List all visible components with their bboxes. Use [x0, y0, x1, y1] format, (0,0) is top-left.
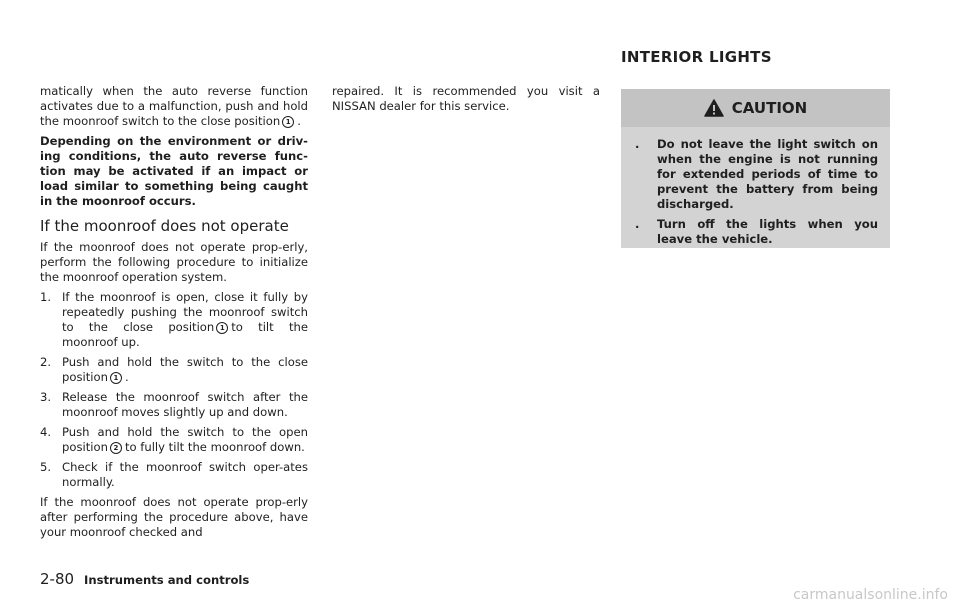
caution-box [621, 89, 890, 248]
paragraph-checked: If the moonroof does not operate prop-erly after performing the procedure above, have your moonroof checked and [40, 495, 308, 539]
page-footer [40, 570, 249, 588]
paragraph-repaired: repaired. It is recommended you visit a NISSAN dealer for this service. [332, 84, 600, 113]
watermark: carmanualsonline.info [793, 587, 948, 603]
footer-section-name: Instruments and controls [84, 573, 250, 587]
step-item: 5. Check if the moonroof switch oper-ates normally. [40, 460, 308, 489]
marker-1-icon: 1 [216, 322, 228, 334]
column-left [40, 84, 308, 545]
marker-1-icon: 1 [110, 372, 122, 384]
paragraph-warning: Depending on the environment or driv-ing conditions, the auto reverse func-tion may be activated if an impact or load similar to something being caught in the moonroof occurs. [40, 134, 308, 208]
step-item: 4. Push and hold the switch to the open position 2 to fully tilt the moonroof down. [40, 425, 308, 454]
step-item: 2. Push and hold the switch to the close position 1 . [40, 355, 308, 384]
paragraph-auto-reverse: matically when the auto reverse function activates due to a malfunction, push and hold the moonroof switch to the close position 1 . [40, 84, 308, 128]
paragraph-initialize: If the moonroof does not operate prop-erly, perform the following procedure to initialize the moonroof operation system. [40, 240, 308, 284]
steps-list [40, 290, 308, 490]
subheading-moonroof-not-operate: If the moonroof does not operate [40, 217, 289, 235]
caution-item: . Do not leave the light switch on when the engine is not running for extended periods of time to prevent the battery from being discharged. [635, 137, 878, 211]
caution-header [621, 89, 890, 127]
marker-2-icon: 2 [110, 442, 122, 454]
page-number: 2-80 [40, 570, 75, 588]
column-middle [332, 84, 600, 119]
step-item: 1. If the moonroof is open, close it fully by repeatedly pushing the moonroof switch to the close position 1 to tilt the moonroof up. [40, 290, 308, 349]
caution-title: CAUTION [731, 99, 808, 117]
caution-item: . Turn off the lights when you leave the vehicle. [635, 217, 878, 246]
caution-list [621, 137, 890, 247]
marker-1-icon: 1 [282, 116, 294, 128]
step-item: 3. Release the moonroof switch after the moonroof moves slightly up and down. [40, 390, 308, 419]
warning-triangle-icon [704, 99, 724, 117]
section-title: INTERIOR LIGHTS [621, 48, 772, 66]
